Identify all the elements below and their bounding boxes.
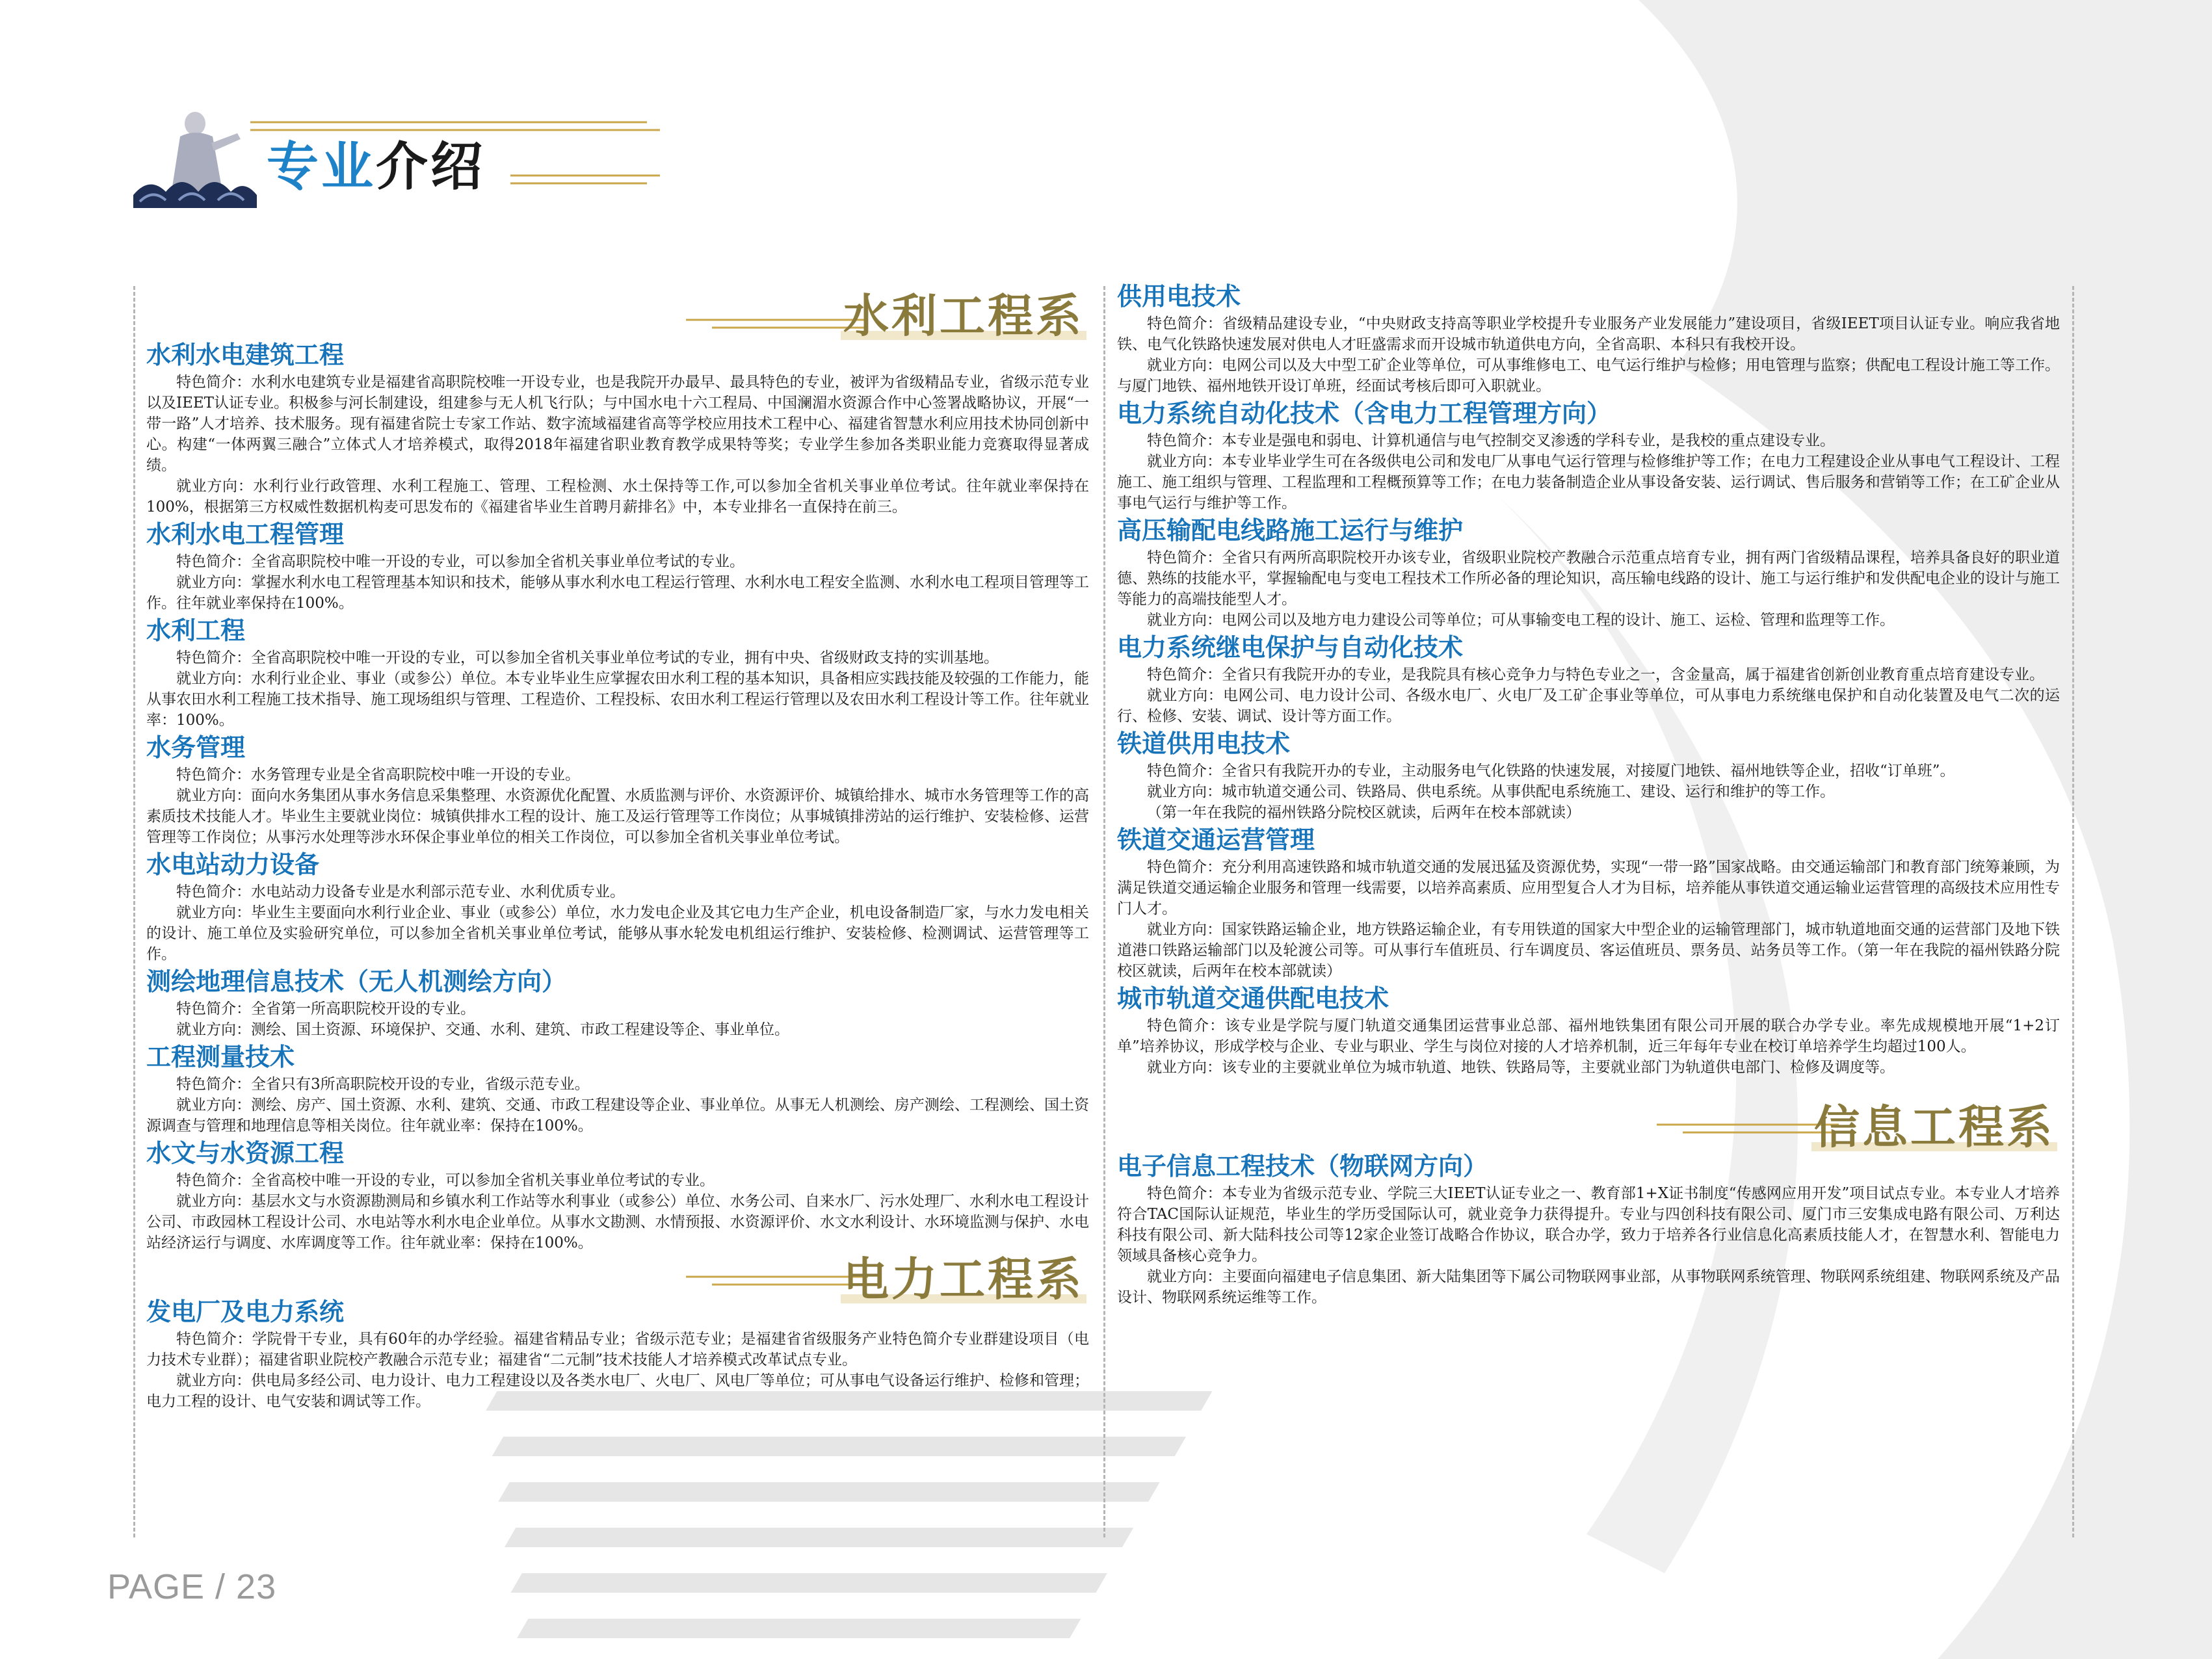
major-name: 铁道交通运营管理 xyxy=(1117,826,1315,854)
page-title-rest: 介绍 xyxy=(376,136,485,197)
major-name: 水利工程 xyxy=(146,616,246,645)
dept-decor-lines xyxy=(1657,1097,1839,1143)
dept-decor-lines xyxy=(686,1249,868,1295)
major-employment: 就业方向：测绘、国土资源、环境保护、交通、水利、建筑、市政工程建设等企、事业单位。 xyxy=(176,1021,789,1038)
major-item xyxy=(1117,631,2060,727)
major-intro: 特色简介：全省高职院校中唯一开设的专业，可以参加全省机关事业单位考试的专业。 xyxy=(176,553,744,570)
major-intro: 特色简介：充分利用高速铁路和城市轨道交通的发展迅猛及资源优势，实现“一带一路”国家战略。由交通运输部门和教育部门统筹兼顾，为满足铁道交通运输企业服务和管理一线需要，以培养高素质、应用型复合人才为目标，培养能从事铁道交通运输业运营管理的高级技术应用性专门人才。 xyxy=(1117,859,2060,917)
major-name: 电子信息工程技术（物联网方向） xyxy=(1117,1152,1488,1181)
major-intro: 特色简介：全省只有我院开办的专业，是我院具有核心竞争力与特色专业之一，含金量高，属于福建省创新创业教育重点培育建设专业。 xyxy=(1147,666,2044,683)
dept-title-info: 信息工程系 xyxy=(1814,1091,2055,1156)
major-employment: 就业方向：本专业毕业学生可在各级供电公司和发电厂从事电气运行管理与检修维护等工作；在电力工程建设企业从事电气工程设计、工程施工、施工组织与管理、工程监理和工程概预算等工作；在电力装备制造企业从事设备安装、运行调试、售后服务和营销等工作；在工矿企业从事电气运行与维护等工作。 xyxy=(1117,453,2060,512)
major-employment: 就业方向：供电局多经公司、电力设计、电力工程建设以及各类水电厂、火电厂、风电厂等单位；可从事电气设备运行维护、检修和管理；电力工程的设计、电气安装和调试等工作。 xyxy=(146,1372,1089,1410)
major-name: 电力系统自动化技术（含电力工程管理方向） xyxy=(1117,399,1612,428)
major-item xyxy=(146,338,1089,517)
major-intro: 特色简介：全省高职院校中唯一开设的专业，可以参加全省机关事业单位考试的专业，拥有中央、省级财政支持的实训基地。 xyxy=(176,649,999,666)
major-item xyxy=(1117,1149,2060,1308)
dept-title-water: 水利工程系 xyxy=(843,280,1084,345)
major-intro: 特色简介：学院骨干专业，具有60年的办学经验。福建省精品专业；省级示范专业；是福建省省级服务产业特色简介专业群建设项目（电力技术专业群）；福建省职业院校产教融合示范专业；福建省“二元制”技术技能人才培养模式改革试点专业。 xyxy=(146,1331,1089,1368)
major-name: 高压输配电线路施工运行与维护 xyxy=(1117,516,1464,545)
statue-waves-icon xyxy=(133,98,257,208)
major-item xyxy=(146,517,1089,614)
major-employment: 就业方向：掌握水利水电工程管理基本知识和技术，能够从事水利水电工程运行管理、水利水电工程安全监测、水利水电工程项目管理等工作。往年就业率保持在100%。 xyxy=(146,574,1089,612)
major-item xyxy=(1117,397,2060,514)
major-intro: 特色简介：该专业是学院与厦门轨道交通集团运营事业总部、福州地铁集团有限公司开展的联合办学专业。率先成规模地开展“1+2订单”培养协议，形成学校与企业、专业与职业、学生与岗位对接的人才培养机制，近三年每年专业在校订单培养学生均超过100人。 xyxy=(1117,1017,2060,1055)
major-intro: 特色简介：省级精品建设专业，“中央财政支持高等职业学校提升专业服务产业发展能力”建设项目，省级IEET项目认证专业。响应我省地铁、电气化铁路快速发展对供电人才旺盛需求而开设城市轨道供电方向，全省高职、本科只有我校开设。 xyxy=(1117,315,2060,353)
major-item xyxy=(1117,727,2060,823)
major-employment: 就业方向：电网公司以及地方电力建设公司等单位；可从事输变电工程的设计、施工、运检、管理和监理等工作。 xyxy=(1147,612,1895,629)
major-name: 供用电技术 xyxy=(1117,282,1241,311)
major-item xyxy=(1117,280,2060,397)
right-dashed-border xyxy=(2072,286,2074,1537)
major-name: 水务管理 xyxy=(146,733,246,762)
major-intro: 特色简介：全省第一所高职院校开设的专业。 xyxy=(176,1000,475,1017)
major-intro: 特色简介：全省只有两所高职院校开办该专业，省级职业院校产教融合示范重点培育专业，拥有两门省级精品课程，培养具备良好的职业道德、熟练的技能水平，掌握输配电与变电工程技术工作所必备的理论知识，高压输电线路的设计、施工与运行维护和发供配电企业的设计与施工等能力的高端技能型人才。 xyxy=(1117,549,2060,608)
major-name: 城市轨道交通供配电技术 xyxy=(1117,984,1389,1013)
major-item xyxy=(146,614,1089,731)
major-intro: 特色简介：全省只有我院开办的专业，主动服务电气化铁路的快速发展，对接厦门地铁、福州地铁等企业，招收“订单班”。 xyxy=(1147,763,1955,779)
major-item xyxy=(1117,982,2060,1078)
major-name: 工程测量技术 xyxy=(146,1043,295,1071)
major-intro: 特色简介：水务管理专业是全省高职院校中唯一开设的专业。 xyxy=(176,766,580,783)
major-employment: 就业方向：国家铁路运输企业，地方铁路运输企业，有专用铁道的国家大中型企业的运输管理部门，城市轨道地面交通的运营部门及地下铁道港口铁路运输部门以及轮渡公司等。可从事行车值班员、行车调度员、客运值班员、票务员、站务员等工作。（第一年在我院的福州铁路分院校区就读，后两年在校本部就读） xyxy=(1117,921,2060,980)
page-title-accent: 专业 xyxy=(267,136,376,197)
right-column xyxy=(1117,280,2060,1308)
dept-header-power xyxy=(146,1249,1089,1306)
major-name: 水利水电工程管理 xyxy=(146,520,345,549)
major-intro: 特色简介：全省高校中唯一开设的专业，可以参加全省机关事业单位考试的专业。 xyxy=(176,1172,715,1189)
major-item xyxy=(1117,823,2060,982)
major-intro: 特色简介：本专业为省级示范专业、学院三大IEET认证专业之一、教育部1+X证书制度“传感网应用开发”项目试点专业。本专业人才培养符合TAC国际认证规范，毕业生的学历受国际认可，就业竞争力获得提升。专业与四创科技有限公司、厦门市三安集成电路有限公司、万利达科技有限公司、新大陆科技公司等12家企业签订战略合作协议，联合办学，致力于培养各行业信息化高素质技能人才，在智慧水利、智能电力领域具备核心竞争力。 xyxy=(1117,1185,2060,1264)
major-intro: 特色简介：全省只有3所高职院校开设的专业，省级示范专业。 xyxy=(176,1076,590,1093)
major-employment: 就业方向：城市轨道交通公司、铁路局、供电系统。从事供配电系统施工、建设、运行和维护的等工作。 xyxy=(1147,783,1835,800)
major-name: 水电站动力设备 xyxy=(146,850,320,879)
major-employment: 就业方向：水利行业行政管理、水利工程施工、管理、工程检测、水土保持等工作,可以参加全省机关事业单位考试。往年就业率保持在100%，根据第三方权威性数据机构麦可思发布的《福建省毕业生首聘月薪排名》中，本专业排名一直保持在前三。 xyxy=(146,478,1089,516)
major-intro: 特色简介：水利水电建筑专业是福建省高职院校唯一开设专业，也是我院开办最早、最具特色的专业，被评为省级精品专业，省级示范专业以及IEET认证专业。积极参与河长制建设，组建参与无人机飞行队；与中国水电十六工程局、中国澜湄水资源合作中心签署战略协议，开展“一带一路”人才培养、技术服务。现有福建省院士专家工作站、数字流域福建省高等学校应用技术工程中心、福建省智慧水利应用技术协同创新中心。构建“一体两翼三融合”立体式人才培养模式，取得2018年福建省职业教育教学成果特等奖；专业学生参加各类职业能力竞赛取得显著成绩。 xyxy=(146,374,1089,474)
page-title xyxy=(267,125,485,200)
major-item xyxy=(146,848,1089,965)
major-employment: 就业方向：电网公司、电力设计公司、各级水电厂、火电厂及工矿企事业等单位，可从事电力系统继电保护和自动化装置及电气二次的运行、检修、安装、调试、设计等方面工作。 xyxy=(1117,687,2060,725)
major-intro: 特色简介：水电站动力设备专业是水利部示范专业、水利优质专业。 xyxy=(176,883,625,900)
major-employment: 就业方向：主要面向福建电子信息集团、新大陆集团等下属公司物联网事业部，从事物联网系统管理、物联网系统组建、物联网系统及产品设计、物联网系统运维等工作。 xyxy=(1117,1268,2060,1306)
major-name: 电力系统继电保护与自动化技术 xyxy=(1117,633,1464,662)
major-employment: 就业方向：测绘、房产、国土资源、水利、建筑、交通、市政工程建设等企业、事业单位。从事无人机测绘、房产测绘、工程测绘、国土资源调查与管理和地理信息等相关岗位。往年就业率：保持在100%。 xyxy=(146,1097,1089,1134)
major-name: 铁道供用电技术 xyxy=(1117,729,1291,758)
major-intro: 特色简介：本专业是强电和弱电、计算机通信与电气控制交叉渗透的学科专业，是我校的重点建设专业。 xyxy=(1147,432,1835,449)
major-employment: 就业方向：水利行业企业、事业（或参公）单位。本专业毕业生应掌握农田水利工程的基本知识，具备相应实践技能及较强的工作能力，能从事农田水利工程施工技术指导、施工现场组织与管理、工程造价、工程投标、农田水利工程运行管理以及农田水利工程设计等工作。往年就业率：100%。 xyxy=(146,670,1089,729)
major-employment: 就业方向：毕业生主要面向水利行业企业、事业（或参公）单位，水力发电企业及其它电力生产企业，机电设备制造厂家，与水力发电相关的设计、施工单位及实验研究单位，可以参加全省机关事业单位考试，能够从事水轮发电机组运行维护、安装检修、检测调试、运营管理等工作。 xyxy=(146,904,1089,963)
major-item xyxy=(146,1295,1089,1412)
left-dashed-border xyxy=(133,286,135,1537)
major-name: 水利水电建筑工程 xyxy=(146,341,345,369)
major-item xyxy=(146,965,1089,1040)
major-name: 测绘地理信息技术（无人机测绘方向） xyxy=(146,967,567,996)
left-column xyxy=(146,280,1089,1412)
major-employment: 就业方向：面向水务集团从事水务信息采集整理、水资源优化配置、水质监测与评价、水资源评价、城镇给排水、城市水务管理等工作的高素质技术技能人才。毕业生主要就业岗位：城镇供排水工程的设计、施工及运行管理等工作岗位；从事城镇排涝站的运行维护、安装检修、运营管理等工作岗位；从事污水处理等涉水环保企事业单位的相关工作岗位，可以参加全省机关事业单位考试。 xyxy=(146,787,1089,846)
major-item xyxy=(146,1136,1089,1253)
major-item xyxy=(146,731,1089,848)
dept-title-power: 电力工程系 xyxy=(843,1243,1084,1309)
major-employment: 就业方向：基层水文与水资源勘测局和乡镇水利工作站等水利事业（或参公）单位、水务公司、自来水厂、污水处理厂、水利水电工程设计公司、市政园林工程设计公司、水电站等水利水电企业单位。从事水文勘测、水情预报、水资源评价、水文水利设计、水环境监测与保护、水电站经济运行与调度、水库调度等工作。往年就业率：保持在100%。 xyxy=(146,1193,1089,1251)
major-item xyxy=(146,1040,1089,1136)
page-number: PAGE / 23 xyxy=(107,1567,277,1606)
major-note: （第一年在我院的福州铁路分院校区就读，后两年在校本部就读） xyxy=(1147,804,1581,821)
major-employment: 就业方向：电网公司以及大中型工矿企业等单位，可从事维修电工、电气运行维护与检修；用电管理与监察；供配电工程设计施工等工作。与厦门地铁、福州地铁开设订单班，经面试考核后即可入职就业。 xyxy=(1117,357,2060,395)
major-item xyxy=(1117,514,2060,631)
dept-header-info xyxy=(1117,1084,2060,1154)
dept-header-water xyxy=(146,280,1089,343)
center-dashed-divider xyxy=(1103,286,1105,1537)
page-header xyxy=(133,85,666,208)
dept-decor-lines xyxy=(686,293,868,338)
major-employment: 就业方向：该专业的主要就业单位为城市轨道、地铁、铁路局等，主要就业部门为轨道供电部门、检修及调度等。 xyxy=(1147,1059,1895,1076)
major-name: 发电厂及电力系统 xyxy=(146,1298,345,1326)
major-name: 水文与水资源工程 xyxy=(146,1139,345,1168)
